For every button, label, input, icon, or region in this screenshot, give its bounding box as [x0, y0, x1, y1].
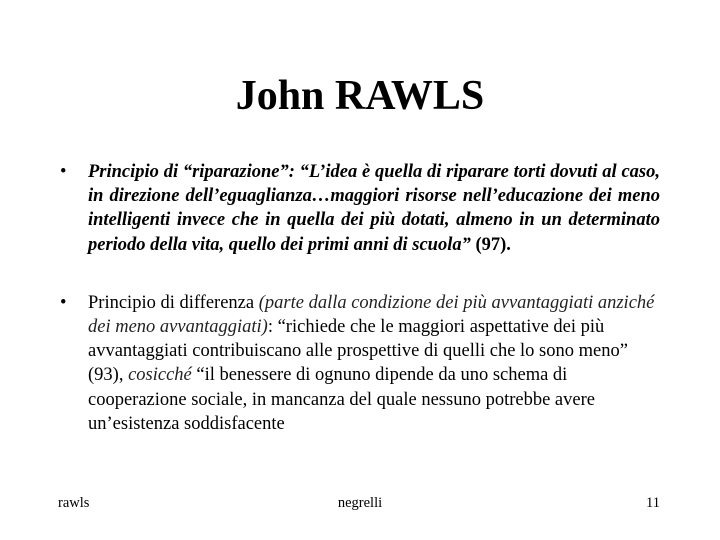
differenza-cosicche: cosicché — [128, 365, 192, 386]
slide-title: John RAWLS — [235, 73, 485, 119]
footer-page-number: 11 — [646, 495, 660, 511]
differenza-parenthetical: (parte dalla condizione dei più avvantaggiati anziché dei meno avvantaggiati) — [88, 292, 655, 338]
bullet-marker: • — [60, 162, 67, 182]
bullet-item-differenza — [60, 291, 660, 436]
footer-left-text: rawls — [58, 495, 90, 511]
bullet-item-riparazione — [60, 160, 660, 257]
differenza-conclusion: “il benessere di ognuno dipende da uno schema di cooperazione sociale, in mancanza del quale nessuno potrebbe avere un’esistenza soddisfacente — [88, 365, 595, 434]
riparazione-quote: Principio di “riparazione”: “L’idea è quella di riparare torti dovuti al caso, in direzione dell’eguaglianza…maggiori risorse nell’educazione dei meno intelligenti invece che in quella dei più dotati, almeno in un determinato periodo della vita, quello dei primi anni di scuola” — [88, 162, 660, 255]
bullet-marker: • — [60, 292, 67, 313]
footer-center-text: negrelli — [337, 495, 383, 511]
riparazione-citation: (97). — [475, 234, 511, 255]
differenza-quote: : “richiede che le maggiori aspettative dei più avvantaggiati contribuiscano alle prospettive di quelli che lo sono meno” (93), — [88, 317, 628, 386]
bullet-list — [60, 160, 660, 436]
differenza-label: Principio di differenza — [88, 292, 259, 313]
